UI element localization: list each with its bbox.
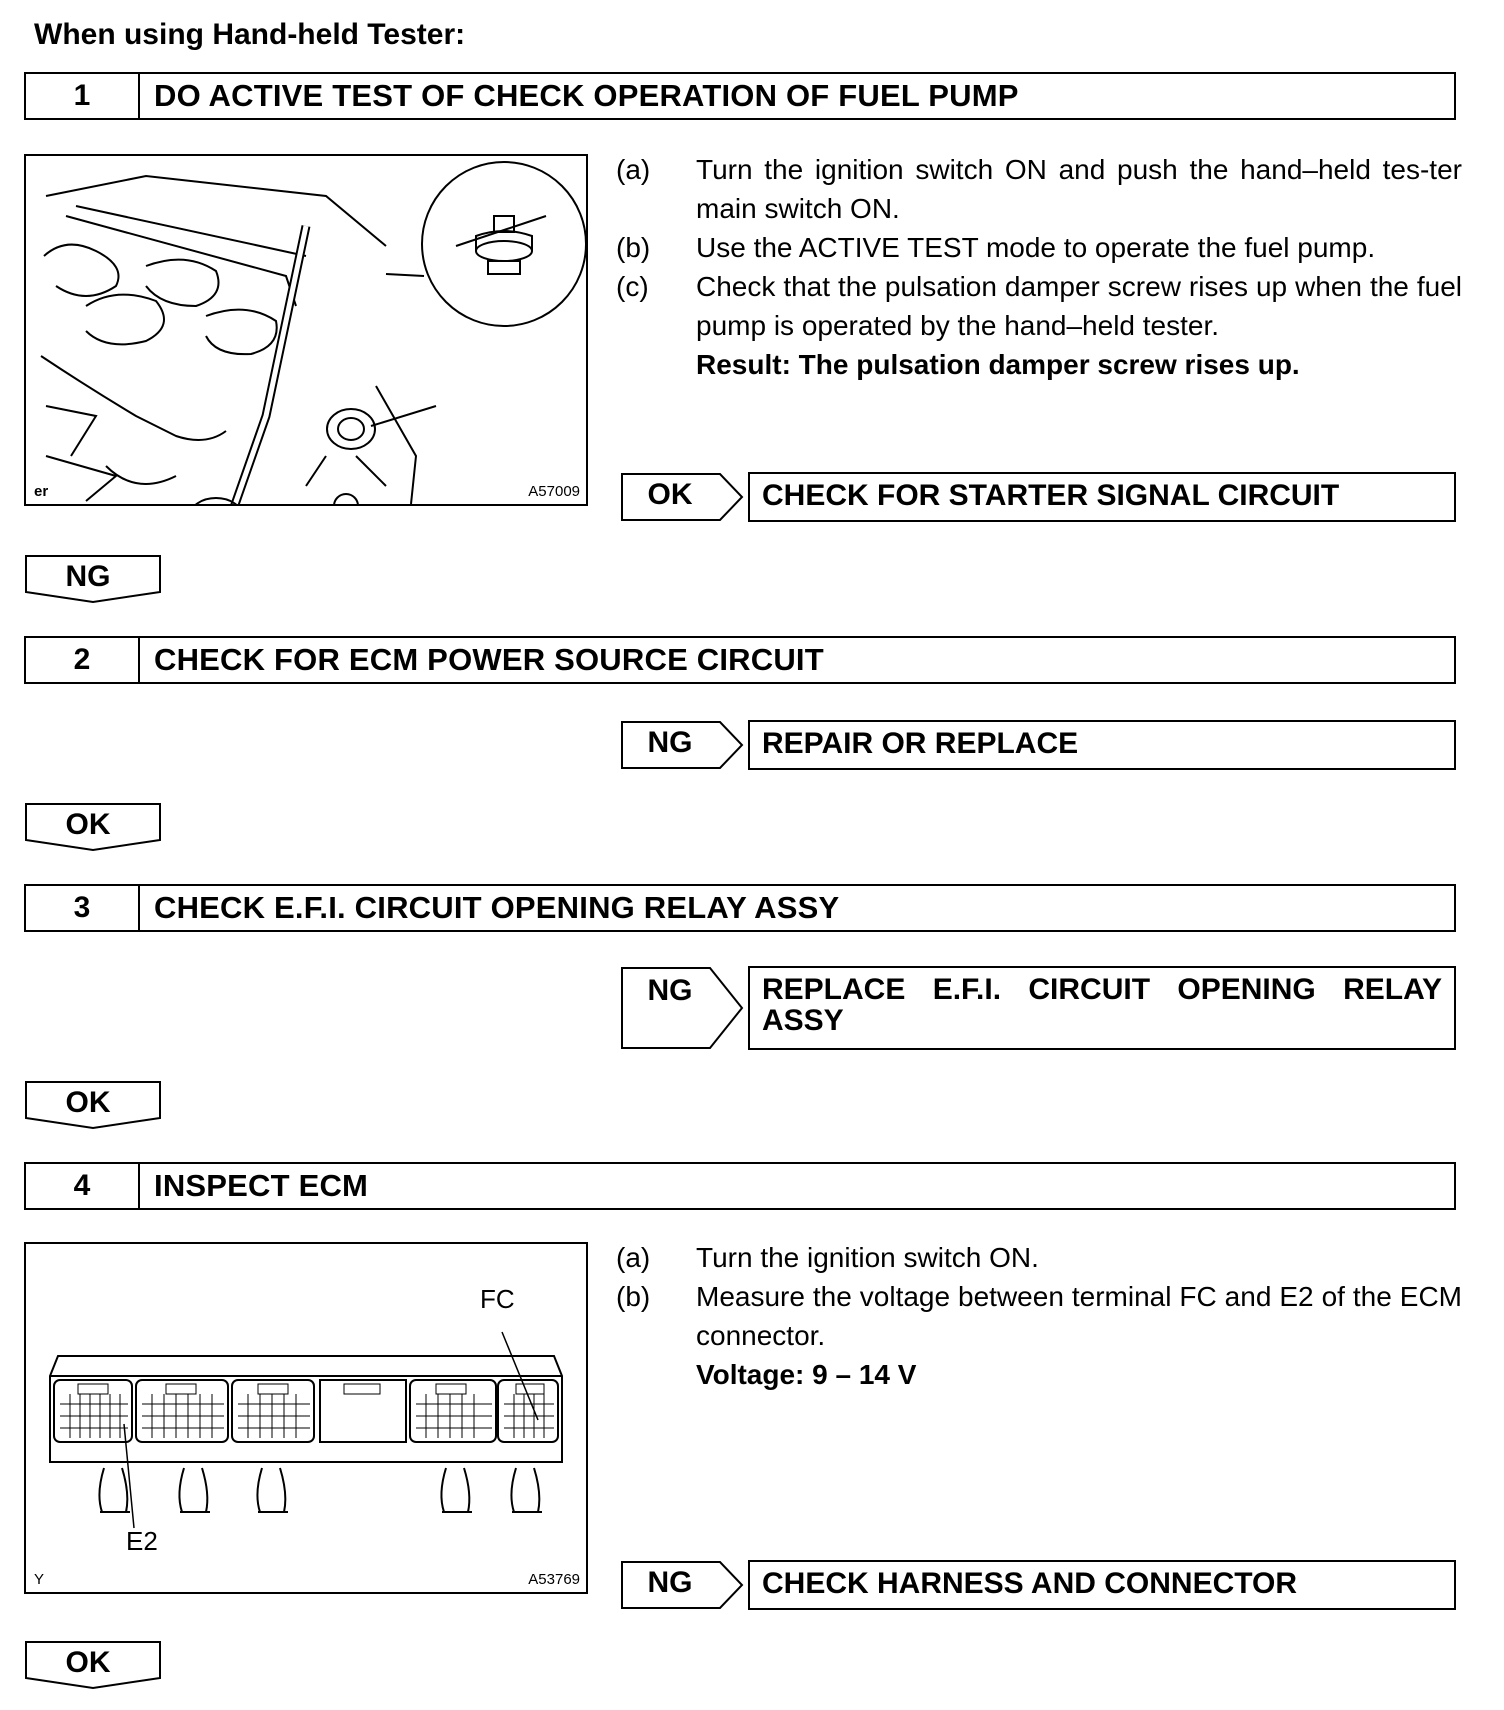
instruction-item <box>616 150 1462 228</box>
page-heading: When using Hand-held Tester: <box>34 18 466 51</box>
step-4-figure <box>24 1242 588 1594</box>
step-1-number: 1 <box>26 74 140 118</box>
step-1-result: Result: The pulsation damper screw rises up. <box>696 349 1300 380</box>
step-3-number: 3 <box>26 886 140 930</box>
step-1-branch-action: CHECK FOR STARTER SIGNAL CIRCUIT <box>748 472 1456 522</box>
step-4-number: 4 <box>26 1164 140 1208</box>
instruction-text: Check that the pulsation damper screw rises up when the fuel pump is operated by the hand–held tester. <box>696 271 1462 341</box>
instruction-text: Measure the voltage between terminal FC and E2 of the ECM connector. <box>696 1281 1462 1351</box>
continue-tag-label: OK <box>65 1646 111 1679</box>
figure-mark: er <box>34 483 49 500</box>
continue-tag-label: OK <box>65 1086 111 1119</box>
terminal-label-fc: FC <box>480 1284 515 1314</box>
terminal-label-e2: E2 <box>126 1526 158 1556</box>
instruction-text: Turn the ignition switch ON. <box>696 1242 1039 1273</box>
branch-tag-label: NG <box>647 726 693 759</box>
figure-mark: Y <box>34 1571 45 1588</box>
continue-tag-label: OK <box>65 808 111 841</box>
step-3-title: CHECK E.F.I. CIRCUIT OPENING RELAY ASSY <box>154 890 840 925</box>
branch-tag-label: NG <box>647 974 693 1007</box>
step-1-figure <box>24 154 588 506</box>
step-3-continue-tag <box>24 1080 162 1130</box>
step-2-header <box>24 636 1456 684</box>
instruction-letter: (a) <box>616 1242 651 1273</box>
step-4-title: INSPECT ECM <box>154 1168 369 1203</box>
step-2-continue-tag <box>24 802 162 852</box>
step-4-continue-tag <box>24 1640 162 1690</box>
instruction-item <box>616 1238 1462 1277</box>
step-4-instructions <box>616 1238 1462 1394</box>
fuel-pulsation-damper-illustration <box>26 156 586 504</box>
step-1-instructions <box>616 150 1462 384</box>
branch-tag-label: NG <box>647 1566 693 1599</box>
instruction-text: Turn the ignition switch ON and push the hand–held tes-ter main switch ON. <box>696 154 1462 224</box>
step-4-branch-action: CHECK HARNESS AND CONNECTOR <box>748 1560 1456 1610</box>
branch-tag-label: OK <box>647 478 693 511</box>
instruction-text: Use the ACTIVE TEST mode to operate the fuel pump. <box>696 232 1376 263</box>
step-4-result: Voltage: 9 – 14 V <box>696 1359 917 1390</box>
step-2-title: CHECK FOR ECM POWER SOURCE CIRCUIT <box>154 642 824 677</box>
step-2-number: 2 <box>26 638 140 682</box>
instruction-item <box>616 267 1462 345</box>
step-1-title: DO ACTIVE TEST OF CHECK OPERATION OF FUEL PUMP <box>154 78 1019 113</box>
instruction-letter: (a) <box>616 154 651 185</box>
step-3-header <box>24 884 1456 932</box>
instruction-letter: (b) <box>616 232 651 263</box>
step-1-continue-tag <box>24 554 162 604</box>
step-3-branch-action: REPLACE E.F.I. CIRCUIT OPENING RELAY ASSY <box>748 966 1456 1050</box>
instruction-item <box>616 228 1462 267</box>
step-2-branch-action: REPAIR OR REPLACE <box>748 720 1456 770</box>
instruction-letter: (c) <box>616 271 649 302</box>
step-4-header <box>24 1162 1456 1210</box>
instruction-item <box>616 1277 1462 1355</box>
step-1-header <box>24 72 1456 120</box>
continue-tag-label: NG <box>65 560 111 593</box>
figure-id: A53769 <box>528 1571 580 1588</box>
figure-id: A57009 <box>528 483 580 500</box>
instruction-letter: (b) <box>616 1281 651 1312</box>
